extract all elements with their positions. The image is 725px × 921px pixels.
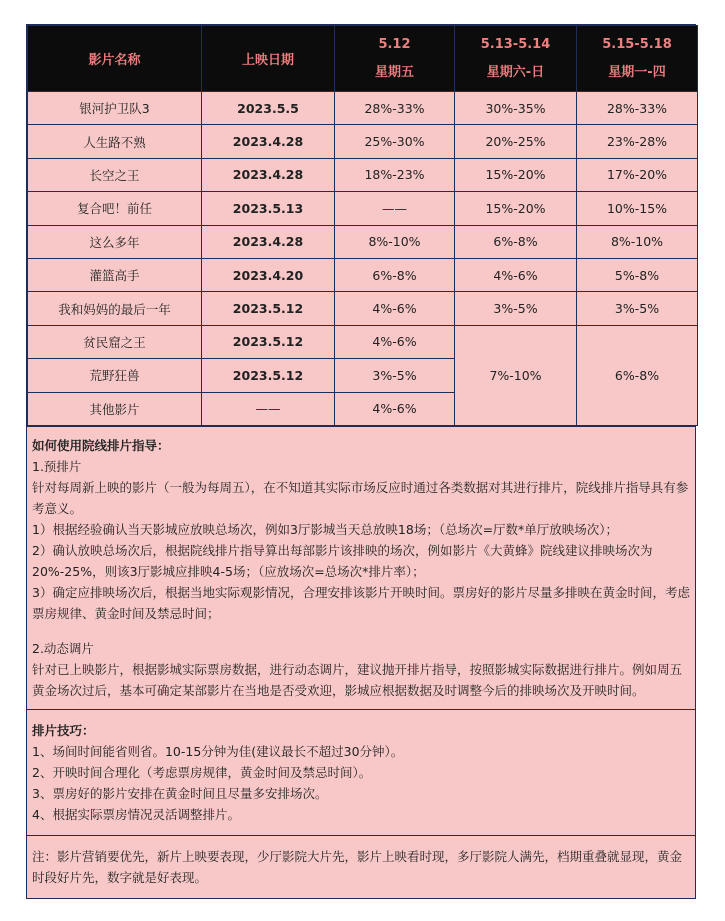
table-row <box>28 92 698 125</box>
film-title: 荒野狂兽 <box>28 359 202 392</box>
guide-heading: 如何使用院线排片指导： <box>32 437 170 453</box>
rate-period-1: 3%-5% <box>335 359 455 392</box>
rate-period-1: 18%-23% <box>335 158 455 191</box>
scheduling-tips <box>27 709 695 835</box>
rate-period-3: 28%-33% <box>577 92 698 125</box>
film-title: 这么多年 <box>28 225 202 258</box>
film-title: 我和妈妈的最后一年 <box>28 292 202 325</box>
rate-period-1: 6%-8% <box>335 258 455 291</box>
tip-item: 4、根据实际票房情况灵活调整排片。 <box>32 806 240 822</box>
rate-period-2: 6%-8% <box>455 225 577 258</box>
film-title: 银河护卫队3 <box>28 92 202 125</box>
tip-item: 1、场间时间能省则省。10-15分钟为佳(建议最长不超过30分钟）。 <box>32 743 404 759</box>
film-title: 其他影片 <box>28 392 202 425</box>
table-row <box>28 192 698 225</box>
pre-schedule-step-3: 3）确定应排映场次后，根据当地实际观影情况，合理安排该影片开映时间。票房好的影片尽量多排映在黄金时间，考虑票房规律、黄金时间及禁忌时间； <box>32 584 690 621</box>
film-title: 灌篮高手 <box>28 258 202 291</box>
header-period-3 <box>577 26 698 92</box>
rate-period-1: —— <box>335 192 455 225</box>
rate-period-3: 17%-20% <box>577 158 698 191</box>
rate-period-3: 8%-10% <box>577 225 698 258</box>
tip-item: 2、开映时间合理化（考虑票房规律，黄金时间及禁忌时间）。 <box>32 764 372 780</box>
release-date: 2023.5.12 <box>202 325 335 358</box>
table-header-row <box>28 26 698 92</box>
pre-schedule-desc: 针对每周新上映的影片（一般为每周五），在不知道其实际市场反应时通过各类数据对其进行排片，院线排片指导具有参考意义。 <box>32 479 689 516</box>
footnote: 注：影片营销要优先，新片上映要表现，少厅影院大片先，影片上映看时现，多厅影院人满先，档期重叠就显现，黄金时段好片先，数字就是好表现。 <box>27 835 695 898</box>
period-2-date: 5.13-5.14 <box>480 36 551 52</box>
merged-rate-period-2: 7%-10% <box>455 325 577 425</box>
dynamic-adjust-title: 2.动态调片 <box>32 640 94 656</box>
header-period-1 <box>335 26 455 92</box>
release-date: 2023.4.28 <box>202 225 335 258</box>
rate-period-1: 4%-6% <box>335 392 455 425</box>
rate-period-3: 5%-8% <box>577 258 698 291</box>
merged-rate-period-3: 6%-8% <box>577 325 698 425</box>
rate-period-3: 3%-5% <box>577 292 698 325</box>
header-release-date: 上映日期 <box>202 26 335 92</box>
rate-period-2: 15%-20% <box>455 192 577 225</box>
usage-guide <box>27 426 695 709</box>
release-date: —— <box>202 392 335 425</box>
period-1-date: 5.12 <box>378 36 411 52</box>
rate-period-2: 30%-35% <box>455 92 577 125</box>
header-period-2 <box>455 26 577 92</box>
release-date: 2023.5.12 <box>202 359 335 392</box>
dynamic-adjust-desc: 针对已上映影片，根据影城实际票房数据，进行动态调片，建议抛开排片指导，按照影城实际数据进行排片。例如周五黄金场次过后，基本可确定某部影片在当地是否受欢迎，影城应根据数据及时调整今后的排映场次及开映时间。 <box>32 661 683 698</box>
table-row <box>28 325 698 358</box>
pre-schedule-step-1: 1）根据经验确认当天影城应放映总场次，例如3厅影城当天总放映18场；（总场次=厅数*单厅放映场次）； <box>32 521 619 537</box>
rate-period-1: 4%-6% <box>335 292 455 325</box>
rate-period-2: 20%-25% <box>455 125 577 158</box>
schedule-table <box>27 25 698 426</box>
release-date: 2023.4.28 <box>202 125 335 158</box>
schedule-sheet <box>26 24 696 899</box>
tips-heading: 排片技巧： <box>32 722 95 738</box>
table-row <box>28 292 698 325</box>
period-2-day: 星期六-日 <box>486 64 545 80</box>
release-date: 2023.4.20 <box>202 258 335 291</box>
rate-period-2: 3%-5% <box>455 292 577 325</box>
table-row <box>28 125 698 158</box>
release-date: 2023.5.5 <box>202 92 335 125</box>
rate-period-3: 23%-28% <box>577 125 698 158</box>
release-date: 2023.5.13 <box>202 192 335 225</box>
film-title: 人生路不熟 <box>28 125 202 158</box>
rate-period-1: 8%-10% <box>335 225 455 258</box>
table-row <box>28 225 698 258</box>
pre-schedule-title: 1.预排片 <box>32 458 82 474</box>
rate-period-1: 25%-30% <box>335 125 455 158</box>
period-1-day: 星期五 <box>374 64 414 80</box>
period-3-date: 5.15-5.18 <box>602 36 672 52</box>
film-title: 长空之王 <box>28 158 202 191</box>
table-row <box>28 258 698 291</box>
film-title: 贫民窟之王 <box>28 325 202 358</box>
film-title: 复合吧！前任 <box>28 192 202 225</box>
header-film-title: 影片名称 <box>28 26 202 92</box>
release-date: 2023.5.12 <box>202 292 335 325</box>
rate-period-1: 28%-33% <box>335 92 455 125</box>
release-date: 2023.4.28 <box>202 158 335 191</box>
tip-item: 3、票房好的影片安排在黄金时间且尽量多安排场次。 <box>32 785 328 801</box>
rate-period-2: 4%-6% <box>455 258 577 291</box>
pre-schedule-step-2: 2）确认放映总场次后，根据院线排片指导算出每部影片该排映的场次，例如影片《大黄蜂》院线建议排映场次为20%-25%，则该3厅影城应排映4-5场；（应放场次=总场次*排片率）； <box>32 542 653 579</box>
rate-period-1: 4%-6% <box>335 325 455 358</box>
table-row <box>28 158 698 191</box>
rate-period-2: 15%-20% <box>455 158 577 191</box>
period-3-day: 星期一-四 <box>608 64 666 80</box>
rate-period-3: 10%-15% <box>577 192 698 225</box>
